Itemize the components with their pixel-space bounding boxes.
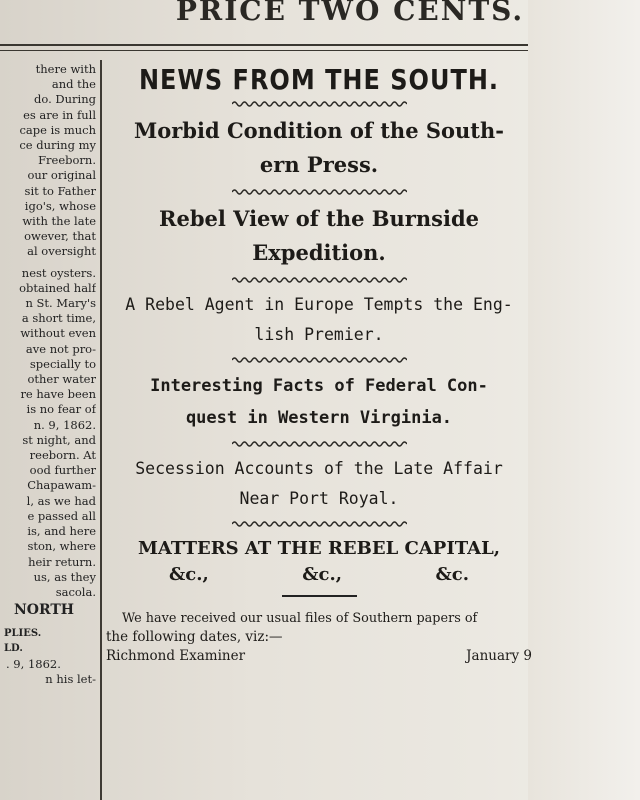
left-column [0, 62, 96, 687]
left-column-line: Freeborn. [38, 153, 96, 168]
left-column-line: n his let- [45, 671, 96, 686]
ornamental-rule [232, 520, 407, 528]
left-column-line: us, as they [33, 569, 96, 584]
left-column-line: sacola. [55, 584, 96, 599]
left-column-line: heir return. [28, 554, 96, 569]
deck-heading: Near Port Royal. [239, 489, 399, 508]
body-line-right: January 9 [466, 648, 532, 664]
left-column-line: cape is much [19, 122, 96, 137]
ornamental-rule [232, 188, 407, 196]
left-column-line: do. During [34, 92, 96, 107]
etc-mark: &c., [302, 564, 342, 585]
left-column-line: re have been [20, 387, 96, 402]
left-column-dateline: . 9, 1862. [6, 656, 61, 671]
etc-row [169, 564, 469, 585]
left-column-line: nest oysters. [21, 265, 96, 280]
left-column-line: Chapawam- [27, 478, 96, 493]
left-column-subheading: PLIES. [4, 628, 42, 640]
left-column-line: sit to Father [24, 183, 96, 198]
deck-heading: Rebel View of the Burnside [159, 206, 479, 231]
headline: NEWS FROM THE SOUTH. [138, 63, 500, 97]
left-column-line: other water [27, 372, 96, 387]
left-column-paragraph [0, 62, 96, 260]
page-margin [528, 0, 640, 800]
left-column-paragraph [0, 266, 96, 418]
left-column-line: n St. Mary's [25, 296, 96, 311]
etc-mark: &c., [169, 564, 209, 585]
deck-heading: Expedition. [252, 240, 386, 265]
body-line [106, 647, 532, 666]
left-column-line: is no fear of [26, 402, 96, 417]
column-rule-top [0, 44, 528, 46]
ornamental-rule [232, 356, 407, 364]
body-line: the following dates, viz:— [106, 629, 283, 645]
left-column-line: is, and here [27, 524, 96, 539]
article-column [104, 60, 534, 666]
left-column-line: al oversight [27, 244, 96, 259]
deck-heading: A Rebel Agent in Europe Tempts the Eng- [125, 295, 513, 314]
article-body [104, 609, 532, 666]
left-column-line: ave not pro- [25, 341, 96, 356]
left-column-line: specially to [29, 356, 96, 371]
left-column-paragraph [0, 433, 96, 600]
left-column-dateline: n. 9, 1862. [33, 417, 96, 432]
left-column-line: st night, and [22, 432, 96, 447]
deck-heading: Morbid Condition of the South- [133, 118, 504, 143]
left-column-line: l, as we had [26, 493, 96, 508]
etc-mark: &c. [435, 564, 469, 585]
deck-heading: MATTERS AT THE REBEL CAPITAL, [137, 538, 501, 559]
ornamental-rule [232, 100, 407, 108]
ornamental-rule [232, 276, 407, 284]
left-column-line: igo's, whose [24, 198, 96, 213]
body-line: We have received our usual files of Southern papers of [122, 611, 478, 626]
deck-heading: Interesting Facts of Federal Con- [150, 376, 488, 396]
left-column-line: es are in full [23, 107, 96, 122]
left-column-line: our original [27, 168, 96, 183]
left-column-line: without even [20, 326, 96, 341]
left-column-line: ce during my [19, 138, 96, 153]
body-line-left: Richmond Examiner [106, 648, 246, 664]
column-rule-top-thin [0, 50, 528, 51]
left-column-heading: NORTH [14, 602, 75, 619]
left-column-line: and the [51, 77, 96, 92]
price-line: PRICE TWO CENTS. [175, 0, 525, 27]
left-column-line: obtained half [19, 280, 96, 295]
ornamental-rule [232, 440, 407, 448]
left-column-line: owever, that [24, 229, 96, 244]
left-column-line: e passed all [27, 508, 96, 523]
short-rule [282, 595, 357, 597]
left-column-line: with the late [22, 214, 96, 229]
left-column-line: ston, where [27, 539, 96, 554]
left-column-line: a short time, [21, 311, 96, 326]
deck-heading: lish Premier. [254, 325, 384, 344]
left-column-line: reeborn. At [29, 448, 96, 463]
deck-heading: quest in Western Virginia. [185, 408, 453, 428]
deck-heading: Secession Accounts of the Late Affair [135, 459, 503, 478]
deck-heading: ern Press. [259, 152, 379, 177]
column-divider [100, 60, 102, 800]
left-column-subheading: LD. [4, 643, 23, 655]
left-column-line: ood further [29, 463, 96, 478]
left-column-line: there with [35, 62, 96, 76]
